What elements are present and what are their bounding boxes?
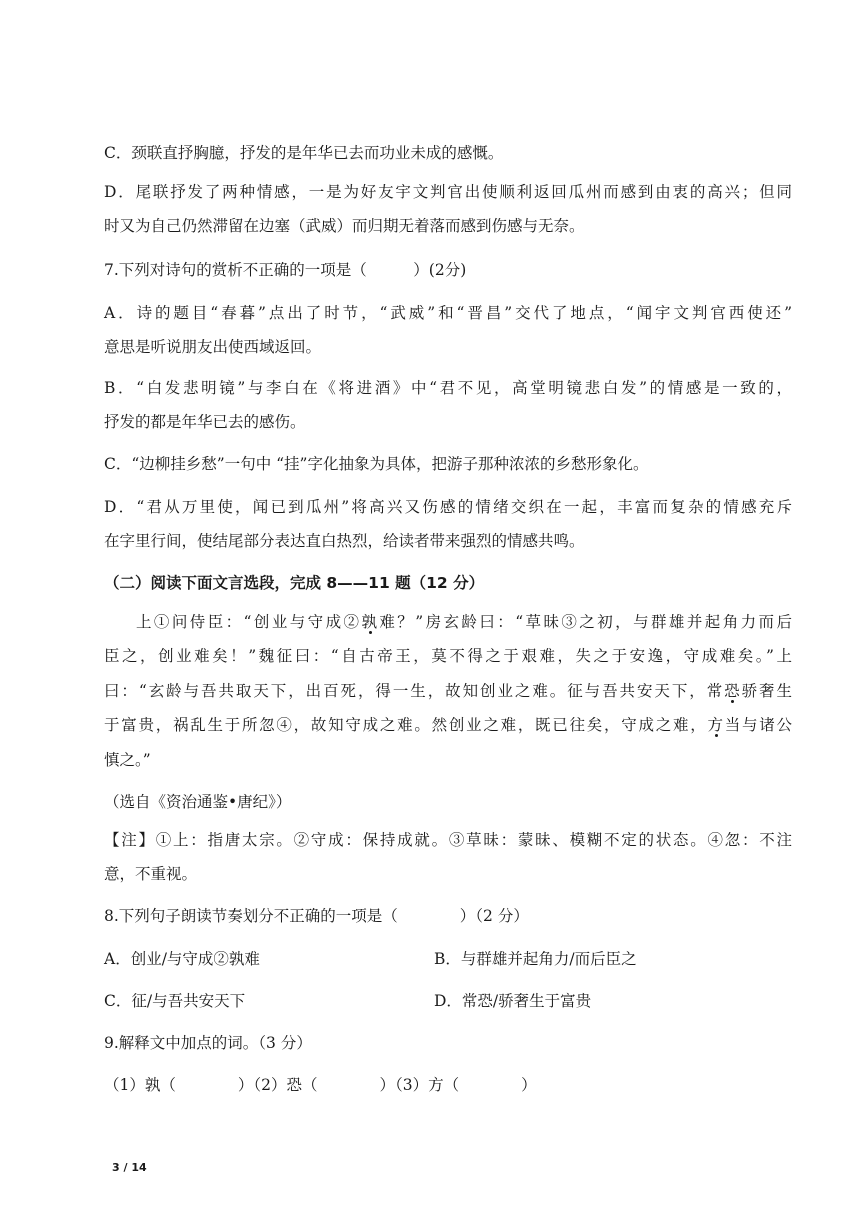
q8-option-d: D．常恐/骄奢生于富贵 <box>434 992 592 1010</box>
option-d-q7-line1: D．“君从万里使，闻已到瓜州”将高兴又伤感的情绪交织在一起，丰富而复杂的情感充斥 <box>104 498 792 516</box>
option-a-q7-line2: 意思是听说朋友出使西域返回。 <box>104 338 322 356</box>
page-number: 3 / 14 <box>112 1161 147 1174</box>
passage-line-1: 上①问侍臣：“创业与守成②孰难？”房玄龄曰：“草昧③之初，与群雄并起角力而后 <box>136 613 792 631</box>
q8-option-a: A．创业/与守成②孰难 <box>104 950 260 968</box>
notes-line-2: 意，不重视。 <box>104 865 198 883</box>
notes-line-1: 【注】①上：指唐太宗。②守成：保持成就。③草昧：蒙昧、模糊不定的状态。④忽：不注 <box>104 831 792 849</box>
passage-line-5: 慎之。” <box>104 751 151 769</box>
q8-option-c: C．征/与吾共安天下 <box>104 992 246 1010</box>
dotted-word: 方 <box>707 716 725 734</box>
q8-options-row-2 <box>104 990 792 1012</box>
question-7: 7.下列对诗句的赏析不正确的一项是（ ）(2分) <box>104 261 467 279</box>
passage-line-2: 臣之，创业难矣！”魏征曰：“自古帝王，莫不得之于艰难，失之于安逸，守成难矣。”上 <box>104 647 792 665</box>
q8-options-row-1 <box>104 948 792 970</box>
option-d-q7-line2: 在字里行间，使结尾部分表达直白热烈，给读者带来强烈的情感共鸣。 <box>104 532 585 550</box>
dotted-word: 孰 <box>361 613 380 631</box>
section-heading: （二）阅读下面文言选段，完成 8——11 题（12 分） <box>104 574 485 592</box>
option-a-q7-line1: A．诗的题目“春暮”点出了时节，“武威”和“晋昌”交代了地点，“闻宇文判官西使还” <box>104 304 792 322</box>
option-d-q6-line1: D．尾联抒发了两种情感，一是为好友宇文判官出使顺利返回瓜州而感到由衷的高兴；但同 <box>104 183 792 201</box>
option-d-q6-line2: 时又为自己仍然滞留在边塞（武威）而归期无着落而感到伤感与无奈。 <box>104 217 585 235</box>
passage-line-4: 于富贵，祸乱生于所忽④，故知守成之难。然创业之难，既已往矣，守成之难，方当与诸公 <box>104 716 792 734</box>
dotted-word: 恐 <box>724 682 742 700</box>
source-citation: （选自《资治通鉴•唐纪》） <box>104 793 292 811</box>
option-c-q7: C．“边柳挂乡愁”一句中 “挂”字化抽象为具体，把游子那种浓浓的乡愁形象化。 <box>104 455 649 473</box>
question-9-items: （1）孰（ ）（2）恐（ ）（3）方（ ） <box>104 1076 537 1094</box>
passage-line-3: 曰：“玄龄与吾共取天下，出百死，得一生，故知创业之难。征与吾共安天下，常恐骄奢生 <box>104 682 792 700</box>
q8-option-b: B．与群雄并起角力/而后臣之 <box>434 950 637 968</box>
question-9: 9.解释文中加点的词。（3 分） <box>104 1034 312 1052</box>
option-b-q7-line1: B．“白发悲明镜”与李白在《将进酒》中“君不见，高堂明镜悲白发”的情感是一致的， <box>104 379 792 397</box>
question-8: 8.下列句子朗读节奏划分不正确的一项是（ ）（2 分） <box>104 907 529 925</box>
option-c-q6: C．颈联直抒胸臆，抒发的是年华已去而功业未成的感慨。 <box>104 144 504 162</box>
option-b-q7-line2: 抒发的都是年华已去的感伤。 <box>104 413 306 431</box>
